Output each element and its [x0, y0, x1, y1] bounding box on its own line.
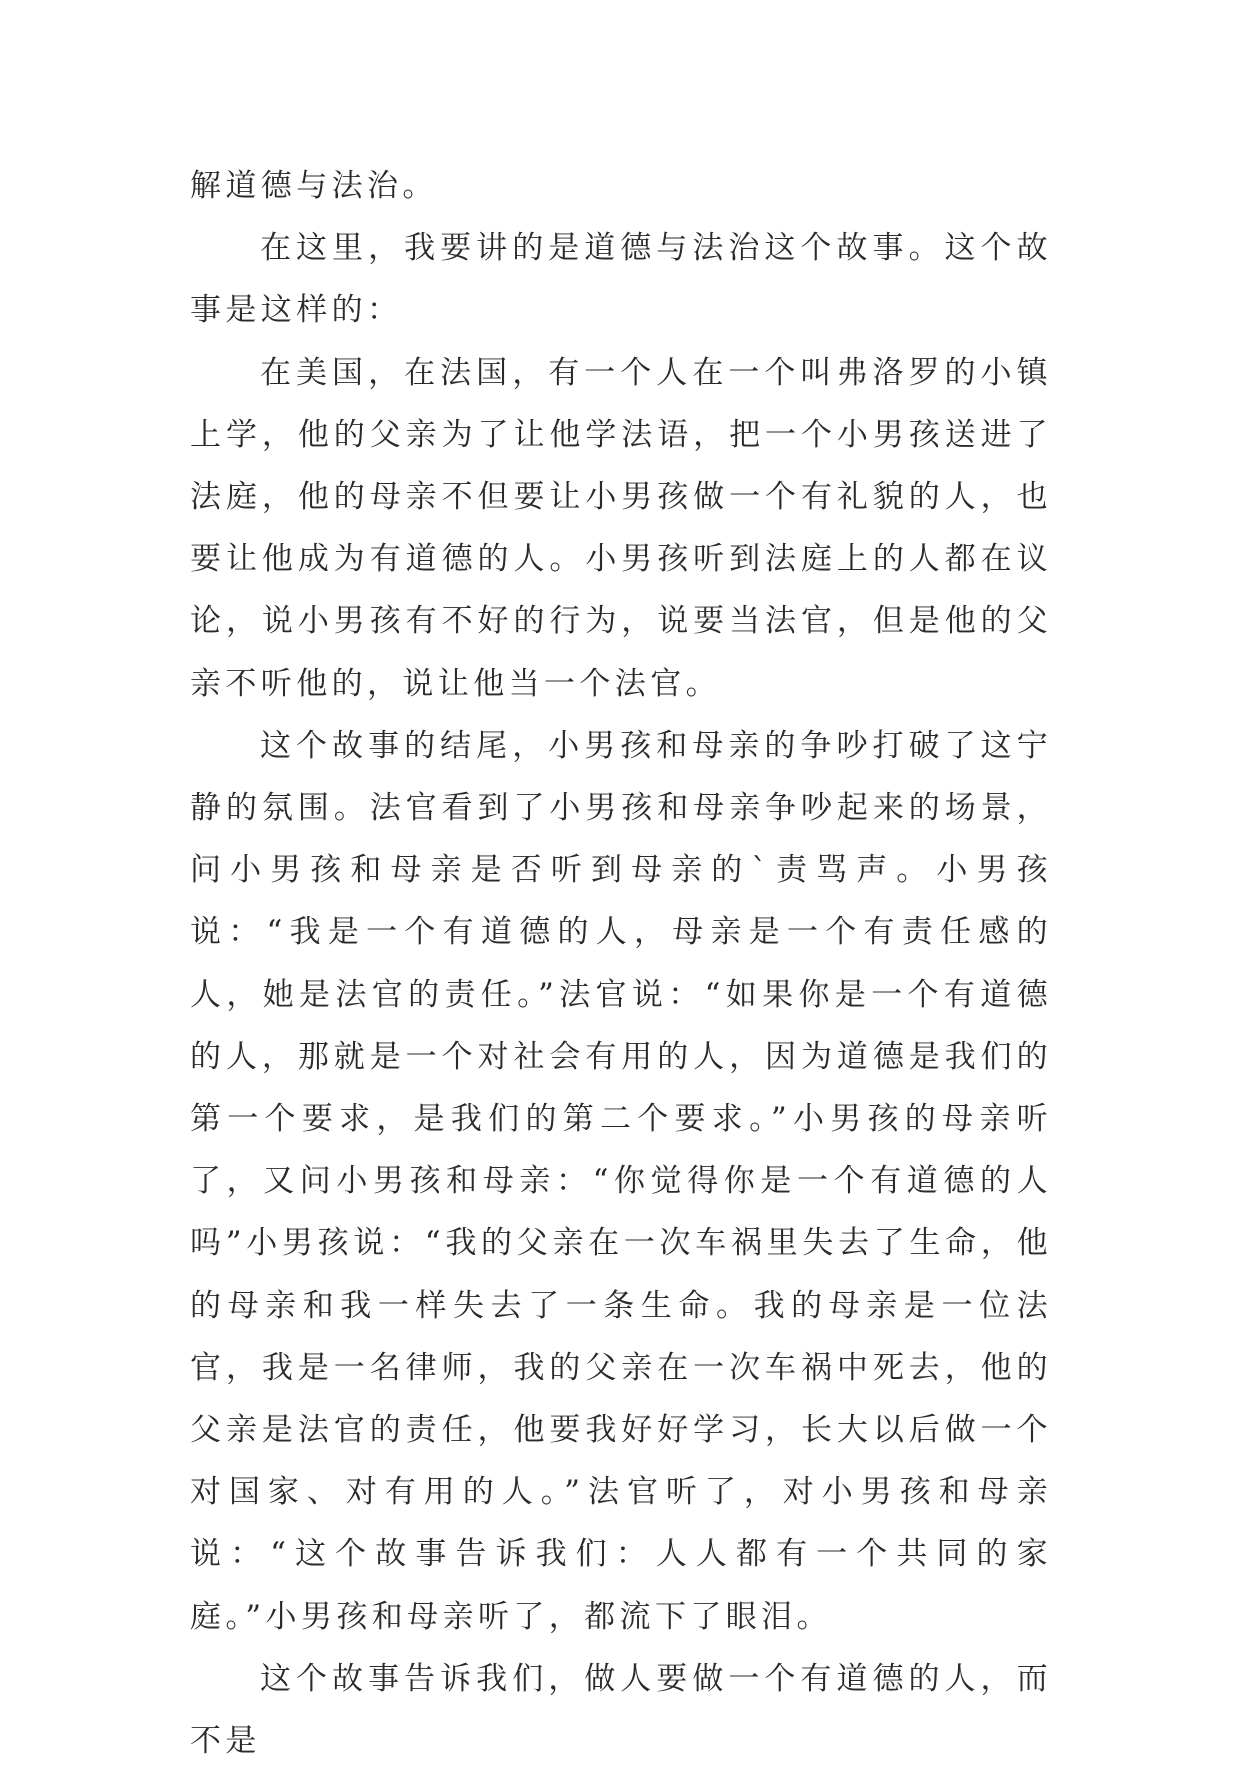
paragraph-story-ending: 这个故事的结尾，小男孩和母亲的争吵打破了这宁静的氛围。法官看到了小男孩和母亲争吵起来的场景，问小男孩和母亲是否听到母亲的`责骂声。小男孩说：“我是一个有道德的人，母亲是一个有责任感的人，她是法官的责任。”法官说：“如果你是一个有道德的人，那就是一个对社会有用的人，因为道德是我们的第一个要求，是我们的第二个要求。”小男孩的母亲听了，又问小男孩和母亲：“你觉得你是一个有道德的人吗”小男孩说：“我的父亲在一次车祸里失去了生命，他的母亲和我一样失去了一条生命。我的母亲是一位法官，我是一名律师，我的父亲在一次车祸中死去，他的父亲是法官的责任，他要我好好学习，长大以后做一个对国家、对有用的人。”法官听了，对小男孩和母亲说：“这个故事告诉我们：人人都有一个共同的家庭。”小男孩和母亲听了，都流下了眼泪。 [190, 727, 1052, 1635]
paragraph-continuation: 解道德与法治。 [190, 168, 438, 204]
paragraph-lesson: 这个故事告诉我们，做人要做一个有道德的人，而不是 [190, 1660, 1052, 1760]
paragraph-story-setup: 在美国，在法国，有一个人在一个叫弗洛罗的小镇上学，他的父亲为了让他学法语，把一个小男孩送进了法庭，他的母亲不但要让小男孩做一个有礼貌的人，也要让他成为有道德的人。小男孩听到法庭上的人都在议论，说小男孩有不好的行为，说要当法官，但是他的父亲不听他的，说让他当一个法官。 [190, 354, 1052, 702]
paragraph-intro: 在这里，我要讲的是道德与法治这个故事。这个故事是这样的： [190, 230, 1052, 329]
document-body [190, 155, 1052, 1772]
